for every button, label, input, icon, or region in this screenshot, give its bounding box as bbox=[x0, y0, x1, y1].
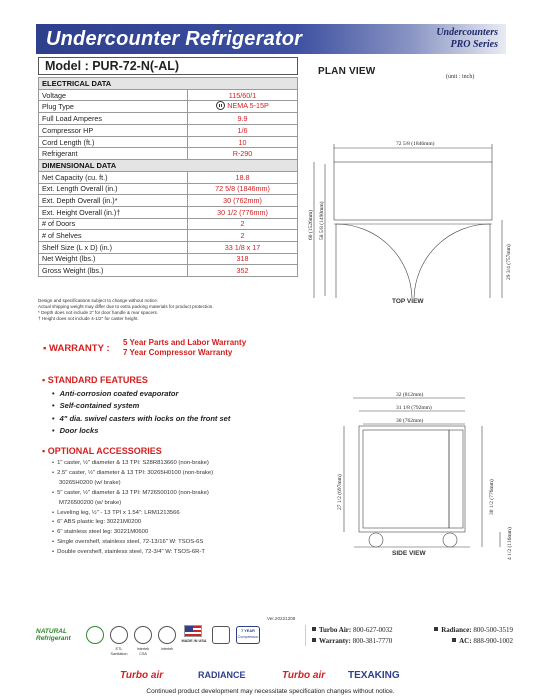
list-item: • 6" stainless steel leg: 30221M0600 bbox=[52, 528, 302, 538]
warranty-label-text: WARRANTY : bbox=[49, 343, 110, 354]
made-in-label: MADE IN USA bbox=[181, 639, 207, 643]
standard-features-heading bbox=[42, 375, 148, 385]
contact-item bbox=[312, 636, 392, 647]
series-line-1: Undercounters bbox=[436, 27, 498, 38]
dim-side-32: 32 (812mm) bbox=[396, 392, 424, 398]
brand-logos bbox=[120, 670, 440, 684]
spec-value: 30 1/2 (776mm) bbox=[188, 206, 298, 218]
contact-row bbox=[312, 625, 513, 636]
spec-row bbox=[39, 253, 298, 265]
note-line: * Depth does not include 2" for door handle & rear spacers. bbox=[38, 310, 159, 315]
spec-label: Shelf Size (L x D) (in.) bbox=[39, 241, 188, 253]
page-title: Undercounter Refrigerator bbox=[46, 28, 303, 50]
spec-label: Compressor HP bbox=[39, 125, 188, 137]
list-item: • 5" caster, ½" diameter & 13 TPI: M726500100 (non-brake) bbox=[52, 489, 302, 499]
list-item: • Anti-corrosion coated evaporator bbox=[52, 388, 302, 400]
note-line: † Height does not include 4-1/2" for caster height. bbox=[38, 316, 139, 321]
list-item: • 2.5" caster, ½" diameter & 13 TPI: 30265H0100 (non-brake) bbox=[52, 469, 302, 479]
list-item: • 1" caster, ½" diameter & 13 TPI: S28R813660 (non-brake) bbox=[52, 459, 302, 469]
spec-label: Ext. Length Overall (in.) bbox=[39, 183, 188, 195]
contact-value: 800-500-3519 bbox=[473, 626, 513, 634]
spec-value: 2 bbox=[188, 230, 298, 242]
unit-label: (unit : inch) bbox=[446, 74, 475, 80]
list-item: M726500200 (w/ brake) bbox=[59, 499, 122, 506]
spec-row bbox=[39, 218, 298, 230]
spec-label: Ext. Depth Overall (in.)* bbox=[39, 195, 188, 207]
header-banner bbox=[36, 24, 506, 54]
spec-value: 318 bbox=[188, 253, 298, 265]
series-line-2: PRO Series bbox=[450, 39, 498, 50]
footer-disclaimer: Continued product development may necessitate specification changes without notice. bbox=[146, 688, 395, 695]
front-caster bbox=[369, 533, 383, 547]
spec-label: Voltage bbox=[39, 89, 188, 101]
spec-value: 2 bbox=[188, 218, 298, 230]
list-item: • Double overshelf, stainless steel, 72-3/4" W: TSOS-6R-T bbox=[52, 548, 302, 558]
spec-value bbox=[188, 101, 298, 113]
year-badge-icon bbox=[212, 626, 230, 644]
spec-row bbox=[39, 183, 298, 195]
note-line: Actual shipping weight may differ due to extra packing materials for product protection. bbox=[38, 304, 214, 309]
cert-label: ETL bbox=[115, 647, 123, 651]
natural-refrigerant-logo bbox=[36, 628, 71, 642]
optional-accessories-list bbox=[52, 459, 302, 558]
spec-row bbox=[39, 230, 298, 242]
technical-drawing bbox=[304, 130, 519, 665]
cert-label: Intertek bbox=[160, 647, 174, 651]
spec-row bbox=[39, 241, 298, 253]
spec-label: Plug Type bbox=[39, 101, 188, 113]
dim-side-31: 31 1/8 (792mm) bbox=[396, 405, 432, 411]
usa-flag-icon bbox=[184, 625, 202, 637]
contact-label: Radiance: bbox=[441, 626, 472, 634]
rear-caster bbox=[443, 533, 457, 547]
electrical-heading-row bbox=[39, 78, 298, 90]
right-door-arc bbox=[414, 224, 490, 298]
contact-label: AC: bbox=[459, 636, 472, 645]
list-item: • Single overshelf, stainless steel, 72-13/16" W: TSOS-6S bbox=[52, 538, 302, 548]
spec-label: Net Weight (lbs.) bbox=[39, 253, 188, 265]
spec-value: 1/6 bbox=[188, 125, 298, 137]
warranty-text bbox=[123, 338, 246, 358]
series-label bbox=[436, 27, 498, 51]
natural-line-2: Refrigerant bbox=[36, 635, 71, 642]
contact-value: 888-900-1002 bbox=[473, 636, 513, 645]
cert-label: 7 YEAR bbox=[241, 629, 255, 633]
spec-table bbox=[38, 77, 298, 277]
dimensional-heading: DIMENSIONAL DATA bbox=[39, 160, 298, 172]
contact-row bbox=[312, 636, 513, 647]
standard-features-heading-text: STANDARD FEATURES bbox=[47, 375, 148, 385]
cert-label: Sanitation bbox=[110, 652, 128, 656]
csa-icon bbox=[134, 626, 152, 644]
turbo-air-logo-2: Turbo air bbox=[282, 670, 326, 681]
spec-row bbox=[39, 89, 298, 101]
spec-row bbox=[39, 148, 298, 160]
spec-label: # of Shelves bbox=[39, 230, 188, 242]
natural-line-1: NATURAL bbox=[36, 628, 67, 635]
radiance-logo: RADIANCE bbox=[198, 670, 246, 680]
warranty-line: 7 Year Compressor Warranty bbox=[123, 348, 233, 357]
spec-value: 352 bbox=[188, 265, 298, 277]
contact-label: Turbo Air: bbox=[319, 626, 352, 634]
spec-label: Gross Weight (lbs.) bbox=[39, 265, 188, 277]
texaking-logo: TEXAKING bbox=[348, 670, 400, 681]
dim-side-30: 30 (762mm) bbox=[396, 418, 424, 424]
contact-value: 800-381-7770 bbox=[352, 636, 393, 645]
electrical-heading: ELECTRICAL DATA bbox=[39, 78, 298, 90]
dim-top-width: 72 5/8 (1846mm) bbox=[396, 141, 435, 147]
plan-view-title: PLAN VIEW bbox=[318, 66, 376, 77]
spec-label: Refrigerant bbox=[39, 148, 188, 160]
left-door-arc bbox=[336, 224, 412, 298]
dim-top-depth-outer: 60 (1526mm) bbox=[308, 209, 314, 240]
warranty-label bbox=[43, 343, 110, 354]
spec-row bbox=[39, 195, 298, 207]
spec-label: Full Load Amperes bbox=[39, 113, 188, 125]
spec-value: 33 1/8 x 17 bbox=[188, 241, 298, 253]
optional-accessories-heading-text: OPTIONAL ACCESSORIES bbox=[47, 446, 162, 456]
turbo-air-logo: Turbo air bbox=[120, 670, 164, 681]
version-label: Ver.20221208 bbox=[267, 616, 296, 621]
drawing-svg bbox=[304, 130, 519, 660]
spec-label: Net Capacity (cu. ft.) bbox=[39, 171, 188, 183]
top-view-cabinet bbox=[334, 162, 492, 220]
list-item: • Self-contained system bbox=[52, 400, 302, 412]
warranty-box bbox=[38, 337, 298, 361]
dim-side-height-outer: 30 1/2 (776mm) bbox=[489, 479, 495, 515]
spec-row bbox=[39, 265, 298, 277]
list-item: • 4" dia. swivel casters with locks on the front set bbox=[52, 413, 302, 425]
optional-accessories-heading bbox=[42, 446, 162, 456]
contact-item bbox=[434, 625, 513, 636]
spec-row bbox=[39, 113, 298, 125]
side-view-rear bbox=[449, 430, 463, 528]
note-line: Design and specifications subject to change without notice. bbox=[38, 298, 159, 303]
dim-side-height-inner: 27 1/2 (697mm) bbox=[337, 474, 343, 510]
list-item: • Door locks bbox=[52, 425, 302, 437]
spec-label: Ext. Height Overall (in.)† bbox=[39, 206, 188, 218]
spec-label: Cord Length (ft.) bbox=[39, 136, 188, 148]
contact-value: 800-627-0032 bbox=[352, 626, 393, 634]
top-view-label: TOP VIEW bbox=[392, 298, 424, 305]
spec-row bbox=[39, 206, 298, 218]
spec-value: 10 bbox=[188, 136, 298, 148]
model-number: Model : PUR-72-N(-AL) bbox=[38, 57, 298, 75]
dim-side-caster: 4 1/2 (116mm) bbox=[507, 527, 513, 560]
side-view-label: SIDE VIEW bbox=[392, 550, 426, 557]
spec-value: 72 5/8 (1846mm) bbox=[188, 183, 298, 195]
plug-icon bbox=[216, 101, 225, 110]
side-view-door bbox=[363, 430, 449, 528]
spec-row bbox=[39, 125, 298, 137]
leaf-icon bbox=[86, 626, 104, 644]
etl-icon bbox=[158, 626, 176, 644]
spec-value: R-290 bbox=[188, 148, 298, 160]
spec-value: 115/60/1 bbox=[188, 89, 298, 101]
contact-item bbox=[312, 625, 393, 636]
spec-row bbox=[39, 171, 298, 183]
list-item: • 6" ABS plastic leg: 30221M0200 bbox=[52, 518, 302, 528]
contact-label: Warranty: bbox=[319, 636, 351, 645]
spec-notes bbox=[38, 298, 298, 322]
spec-label: # of Doors bbox=[39, 218, 188, 230]
spec-value: 30 (762mm) bbox=[188, 195, 298, 207]
standard-features-list bbox=[52, 388, 302, 437]
bullet-icon: ▪ bbox=[43, 343, 50, 354]
bullet-icon: ▪ bbox=[42, 375, 48, 385]
cert-label: Compressor bbox=[237, 635, 259, 639]
dim-top-right: 29 3/4 (757mm) bbox=[506, 244, 512, 280]
list-item: 30265H0200 (w/ brake) bbox=[59, 479, 121, 486]
etl-sanitation-icon bbox=[110, 626, 128, 644]
dimensional-heading-row bbox=[39, 160, 298, 172]
spec-row bbox=[39, 136, 298, 148]
bullet-icon: ▪ bbox=[42, 446, 48, 456]
certification-logos bbox=[36, 620, 262, 658]
contact-info bbox=[305, 625, 513, 646]
spec-value: 18.8 bbox=[188, 171, 298, 183]
plug-value: NEMA 5-15P bbox=[227, 101, 269, 111]
dim-top-depth-inner: 58 5/8 (1490mm) bbox=[319, 201, 325, 240]
spec-value: 9.9 bbox=[188, 113, 298, 125]
list-item: • Leveling leg, ½" - 13 TPI x 1.54": LRM1213566 bbox=[52, 509, 302, 519]
warranty-line: 5 Year Parts and Labor Warranty bbox=[123, 338, 247, 347]
spec-row bbox=[39, 101, 298, 113]
contact-item bbox=[452, 636, 513, 647]
cert-label: CSA bbox=[139, 652, 147, 656]
cert-label: Intertek bbox=[136, 647, 150, 651]
